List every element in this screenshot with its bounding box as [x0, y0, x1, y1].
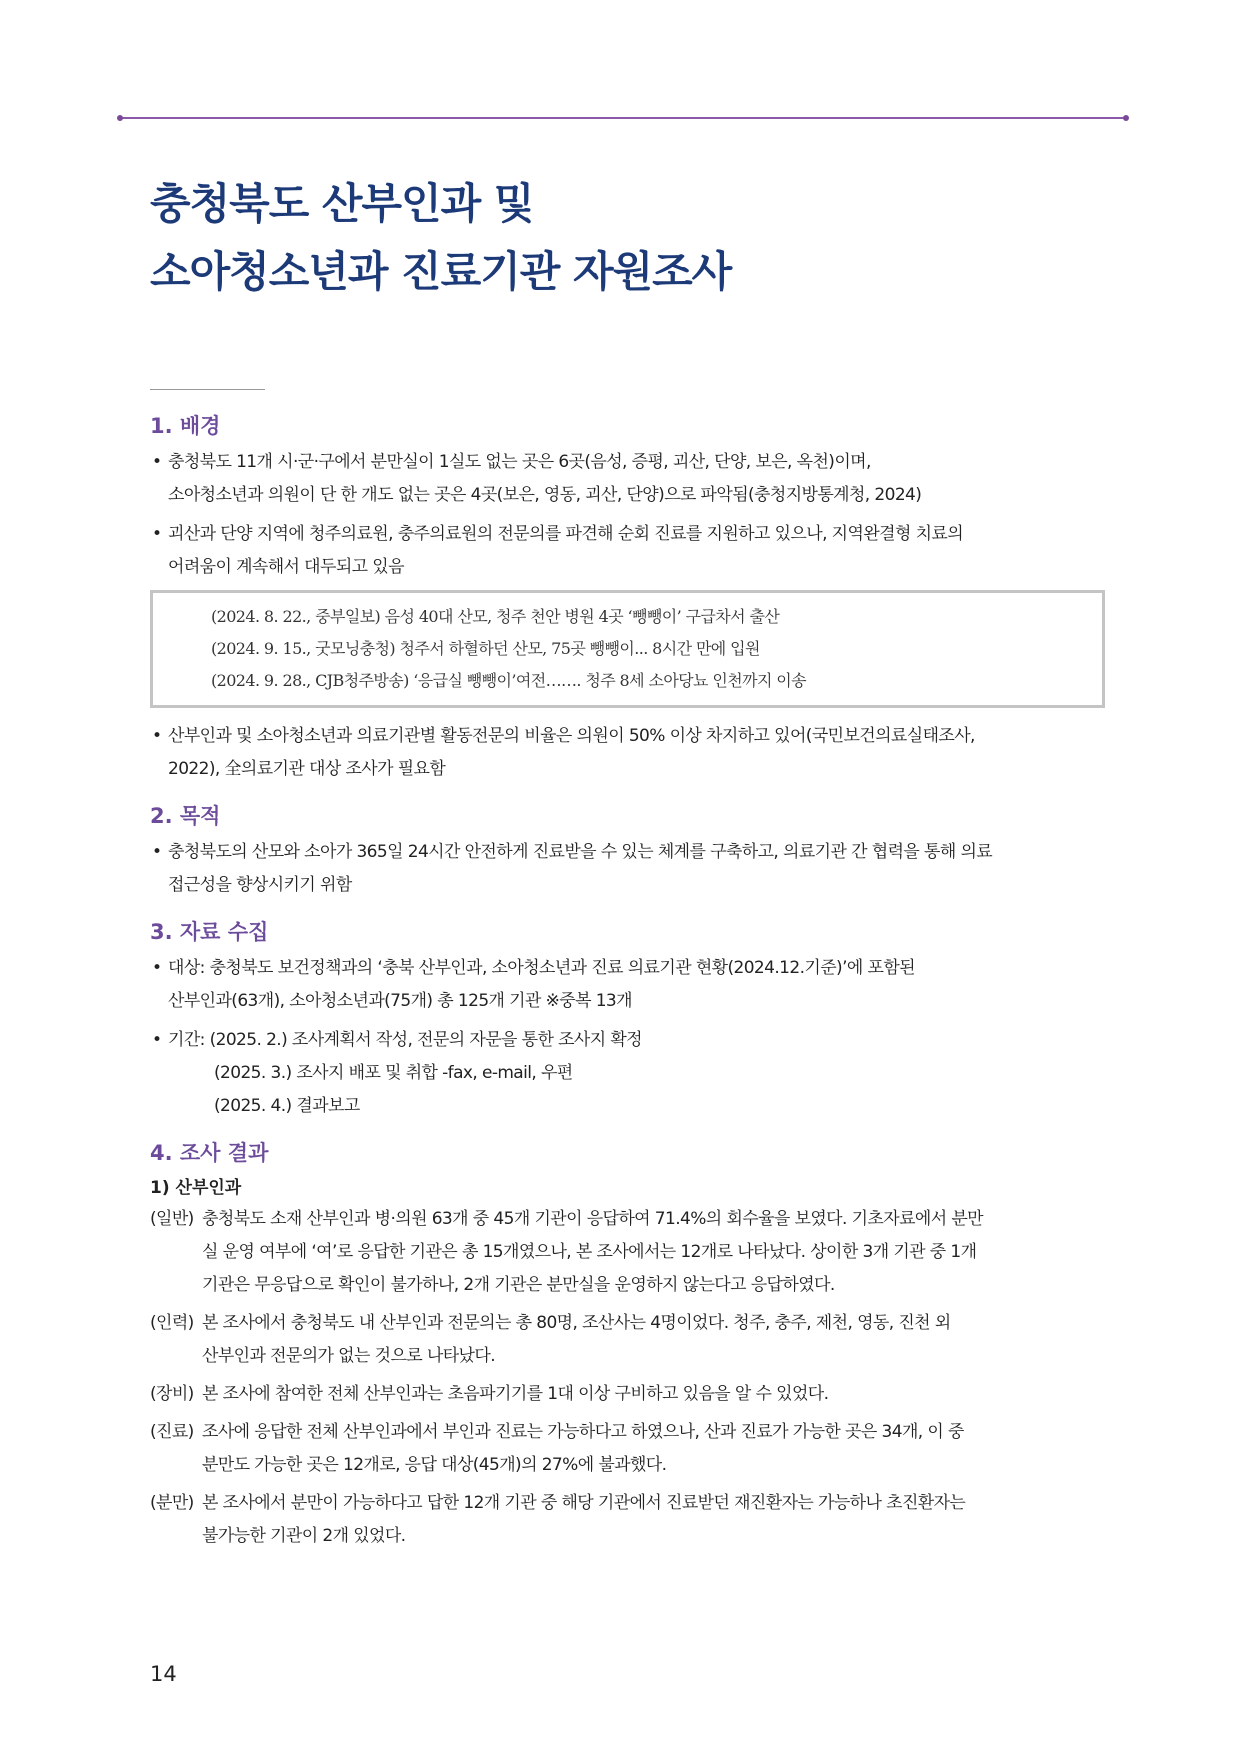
result-tag: (장비) [150, 1384, 194, 1404]
section-heading-background: 1. 배경 [150, 414, 221, 438]
result-item-staff: (인력) 본 조사에서 충청북도 내 산부인과 전문의는 총 80명, 조산사는 4명이었다. 청주, 충주, 제천, 영동, 진천 외 산부인과 전문의가 없는 것으로 나타났다. [150, 1307, 1105, 1373]
result-tag: (인력) [150, 1313, 194, 1333]
page-number: 14 [150, 1662, 177, 1686]
background-bullet-3: • 산부인과 및 소아청소년과 의료기관별 활동전문의 비율은 의원이 50% 이상 차지하고 있어(국민보건의료실태조사, 2022), 全의료기관 대상 조사가 필요함 [150, 720, 1105, 786]
title-line-1: 충청북도 산부인과 및 [150, 179, 534, 228]
background-bullet-2: • 괴산과 단양 지역에 청주의료원, 충주의료원의 전문의를 파견해 순회 진료를 지원하고 있으나, 지역완결형 치료의 어려움이 계속해서 대두되고 있음 [150, 518, 1105, 584]
page-title [150, 170, 731, 306]
result-item-treatment: (진료) 조사에 응답한 전체 산부인과에서 부인과 진료는 가능하다고 하였으나, 산과 진료가 가능한 곳은 34개, 이 중 분만도 가능한 곳은 12개로, 응답 대상(45개)의 27%에 불과했다. [150, 1416, 1105, 1482]
result-tag: (일반) [150, 1209, 194, 1229]
subheading-obgyn: 1) 산부인과 [150, 1178, 242, 1198]
page-body [150, 410, 1105, 1558]
background-bullet-1: • 충청북도 11개 시·군·구에서 분만실이 1실도 없는 곳은 6곳(음성, 증평, 괴산, 단양, 보은, 옥천)이며, 소아청소년과 의원이 단 한 개도 없는 곳은 4곳(보은, 영동, 괴산, 단양)으로 파악됨(충청지방통계청, 2024) [150, 446, 1105, 512]
news-box [150, 590, 1105, 708]
result-item-equipment: (장비) 본 조사에 참여한 전체 산부인과는 초음파기기를 1대 이상 구비하고 있음을 알 수 있었다. [150, 1378, 1105, 1411]
section-heading-collection: 3. 자료 수집 [150, 920, 269, 944]
result-tag: (진료) [150, 1422, 194, 1442]
collection-bullet-target: • 대상: 충청북도 보건정책과의 ‘충북 산부인과, 소아청소년과 진료 의료기관 현황(2024.12.기준)’에 포함된 산부인과(63개), 소아청소년과(75개) 총 125개 기관 ※중복 13개 [150, 952, 1105, 1018]
news-item: (2024. 9. 28., CJB청주방송) ‘응급실 뺑뺑이’여전……. 청주 8세 소아당뇨 인천까지 이송 [211, 671, 806, 690]
section-heading-results: 4. 조사 결과 [150, 1141, 269, 1165]
result-item-general: (일반) 충청북도 소재 산부인과 병·의원 63개 중 45개 기관이 응답하여 71.4%의 회수율을 보였다. 기초자료에서 분만 실 운영 여부에 ‘여’로 응답한 기관은 총 15개였으나, 본 조사에서는 12개로 나타났다. 상이한 3개 기관 중 1개 기관은 무응답으로 확인이 불가하나, 2개 기관은 분만실을 운영하지 않는다고 응답하였다. [150, 1203, 1105, 1302]
title-line-2: 소아청소년과 진료기관 자원조사 [150, 247, 732, 296]
news-item: (2024. 9. 15., 굿모닝충청) 청주서 하혈하던 산모, 75곳 뺑뺑이... 8시간 만에 입원 [211, 639, 760, 658]
header-rule [120, 117, 1126, 119]
purpose-bullet-1: • 충청북도의 산모와 소아가 365일 24시간 안전하게 진료받을 수 있는 체계를 구축하고, 의료기관 간 협력을 통해 의료 접근성을 향상시키기 위함 [150, 836, 1105, 902]
result-item-delivery: (분만) 본 조사에서 분만이 가능하다고 답한 12개 기관 중 해당 기관에서 진료받던 재진환자는 가능하나 초진환자는 불가능한 기관이 2개 있었다. [150, 1487, 1105, 1553]
section-heading-purpose: 2. 목적 [150, 804, 221, 828]
rule-dot-left [117, 115, 123, 121]
rule-dot-right [1123, 115, 1129, 121]
news-item: (2024. 8. 22., 중부일보) 음성 40대 산모, 청주 천안 병원 4곳 ‘뺑뺑이’ 구급차서 출산 [211, 607, 780, 626]
collection-bullet-period: • 기간: (2025. 2.) 조사계획서 작성, 전문의 자문을 통한 조사지 확정 (2025. 3.) 조사지 배포 및 취합 -fax, e-mail, 우편 (2025. 4.) 결과보고 [150, 1024, 1105, 1123]
result-tag: (분만) [150, 1493, 194, 1513]
section-divider [150, 389, 265, 390]
